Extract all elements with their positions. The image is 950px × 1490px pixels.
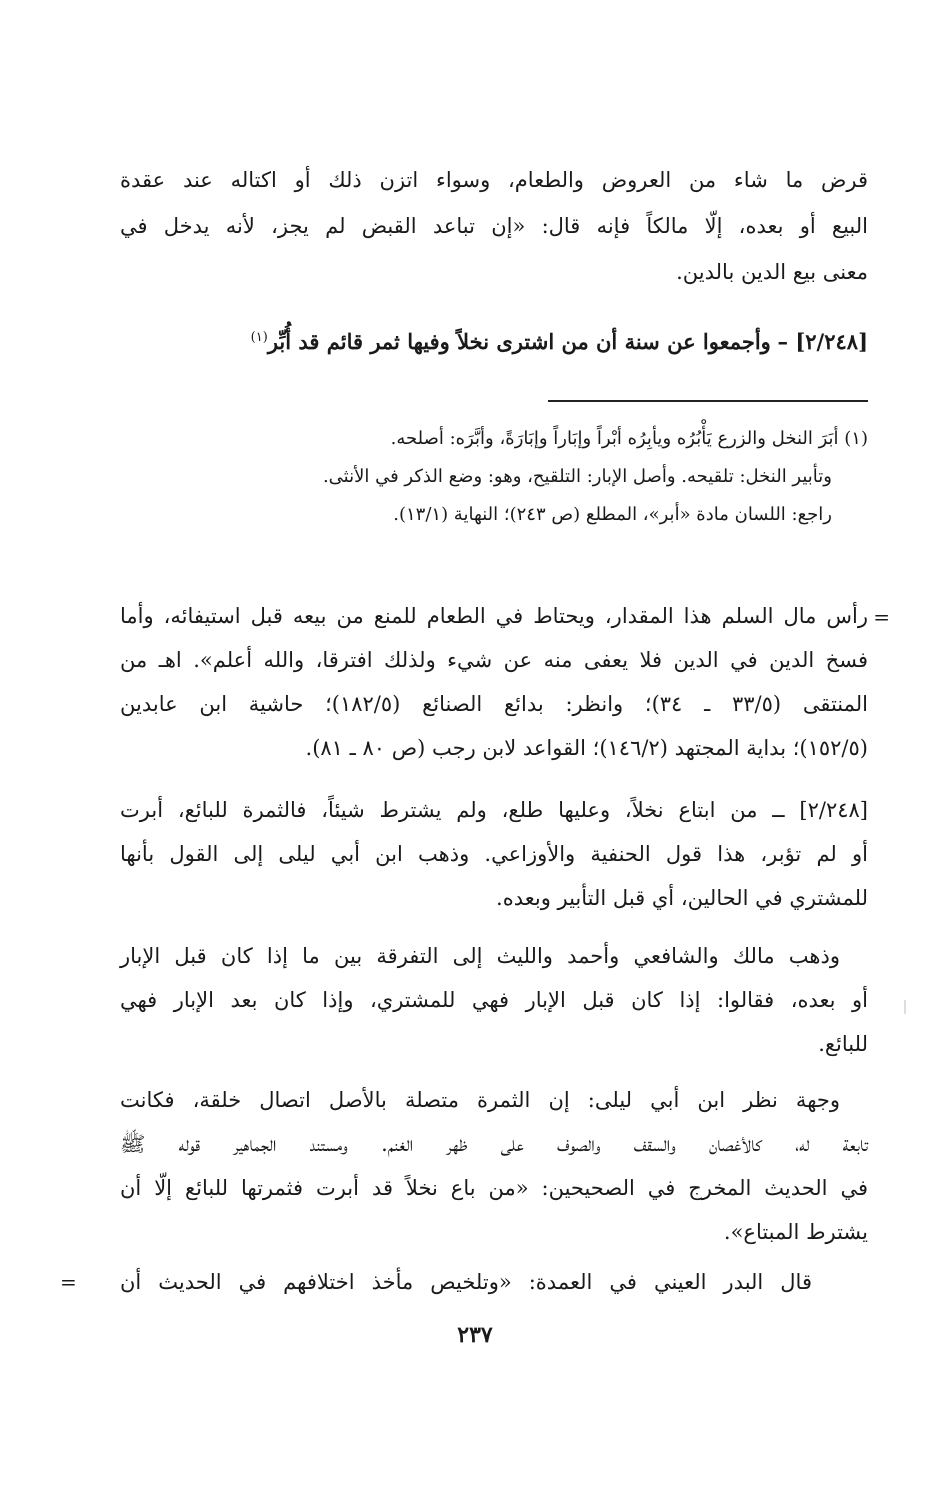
- commentary-line: (١٥٢/٥)؛ بداية المجتهد (١٤٦/٢)؛ القواعد لابن رجب (ص ٨٠ ـ ٨١).: [305, 736, 868, 760]
- footnote-line: (١) أبَرَ النخل والزرع يَأْبُرُه ويأبِرُه أبْراً وإبَاراً وإبَارَةً، وأبَّرَه: أصلحه.: [390, 428, 868, 449]
- commentary-line: للمشتري في الحالين، أي قبل التأبير وبعده.: [496, 886, 868, 910]
- commentary-line: وذهب مالك والشافعي وأحمد والليث إلى التفرقة بين ما إذا كان قبل الإبار: [120, 944, 840, 968]
- footnote-line: راجع: اللسان مادة «أبر»، المطلع (ص ٢٤٣)؛ النهاية (١٣/١).: [393, 504, 832, 525]
- text-line: قرض ما شاء من العروض والطعام، وسواء اتزن ذلك أو اكتاله عند عقدة: [120, 168, 868, 192]
- commentary-line: [٢/٢٤٨] ــ من ابتاع نخلاً، وعليها طلع، ولم يشترط شيئاً، فالثمرة للبائع، أبرت: [120, 798, 868, 822]
- entry-line: [120, 318, 868, 362]
- commentary-line: المنتقى (٣٣/٥ ـ ٣٤)؛ وانظر: بدائع الصنائع (١٨٢/٥)؛ حاشية ابن عابدين: [120, 692, 868, 716]
- commentary-line: تابعة له، كالأغصان والسقف والصوف على ظهر الغنم. ومستند الجماهير قوله ﷺ: [120, 1132, 869, 1156]
- entry-text: وأجمعوا عن سنة أن من اشترى نخلاً وفيها ثمر قائم قد أُبِّر: [267, 329, 771, 354]
- commentary-line: أو لم تؤبر، هذا قول الحنفية والأوزاعي. وذهب ابن أبي ليلى إلى القول بأنها: [120, 842, 868, 866]
- commentary-line: وجهة نظر ابن أبي ليلى: إن الثمرة متصلة بالأصل اتصال خلقة، فكانت: [120, 1088, 840, 1112]
- scan-speck: [904, 1000, 906, 1014]
- commentary-line: يشترط المبتاع».: [723, 1220, 868, 1244]
- footnote-separator: [548, 400, 868, 402]
- continuation-mark: =: [873, 605, 890, 629]
- footnote-reference: (١): [250, 330, 268, 345]
- page-number: ٢٣٧: [457, 1322, 493, 1348]
- entry-number: [٢/٢٤٨] –: [777, 329, 868, 354]
- commentary-line: للبائع.: [818, 1032, 868, 1056]
- commentary-line: أو بعده، فقالوا: إذا كان قبل الإبار فهي للمشتري، وإذا كان بعد الإبار فهي: [120, 988, 868, 1012]
- commentary-line: فسخ الدين في الدين فلا يعفى منه عن شيء ولذلك افترقا، والله أعلم». اهـ من: [120, 648, 868, 672]
- commentary-line: رأس مال السلم هذا المقدار، ويحتاط في الطعام للمنع من بيعه قبل استيفائه، وأما: [120, 604, 868, 628]
- commentary-line: في الحديث المخرج في الصحيحين: «من باع نخلاً قد أبرت فثمرتها للبائع إلّا أن: [120, 1176, 868, 1200]
- text-line: معنى بيع الدين بالدين.: [676, 260, 868, 284]
- footnote-line: وتأبير النخل: تلقيحه. وأصل الإبار: التلقيح، وهو: وضع الذكر في الأنثى.: [322, 466, 832, 487]
- commentary-line: قال البدر العيني في العمدة: «وتلخيص مأخذ اختلافهم في الحديث أن: [120, 1270, 812, 1294]
- continuation-mark: =: [60, 1270, 77, 1294]
- text-line: البيع أو بعده، إلّا مالكاً فإنه قال: «إن تباعد القبض لم يجز، لأنه يدخل في: [120, 214, 868, 238]
